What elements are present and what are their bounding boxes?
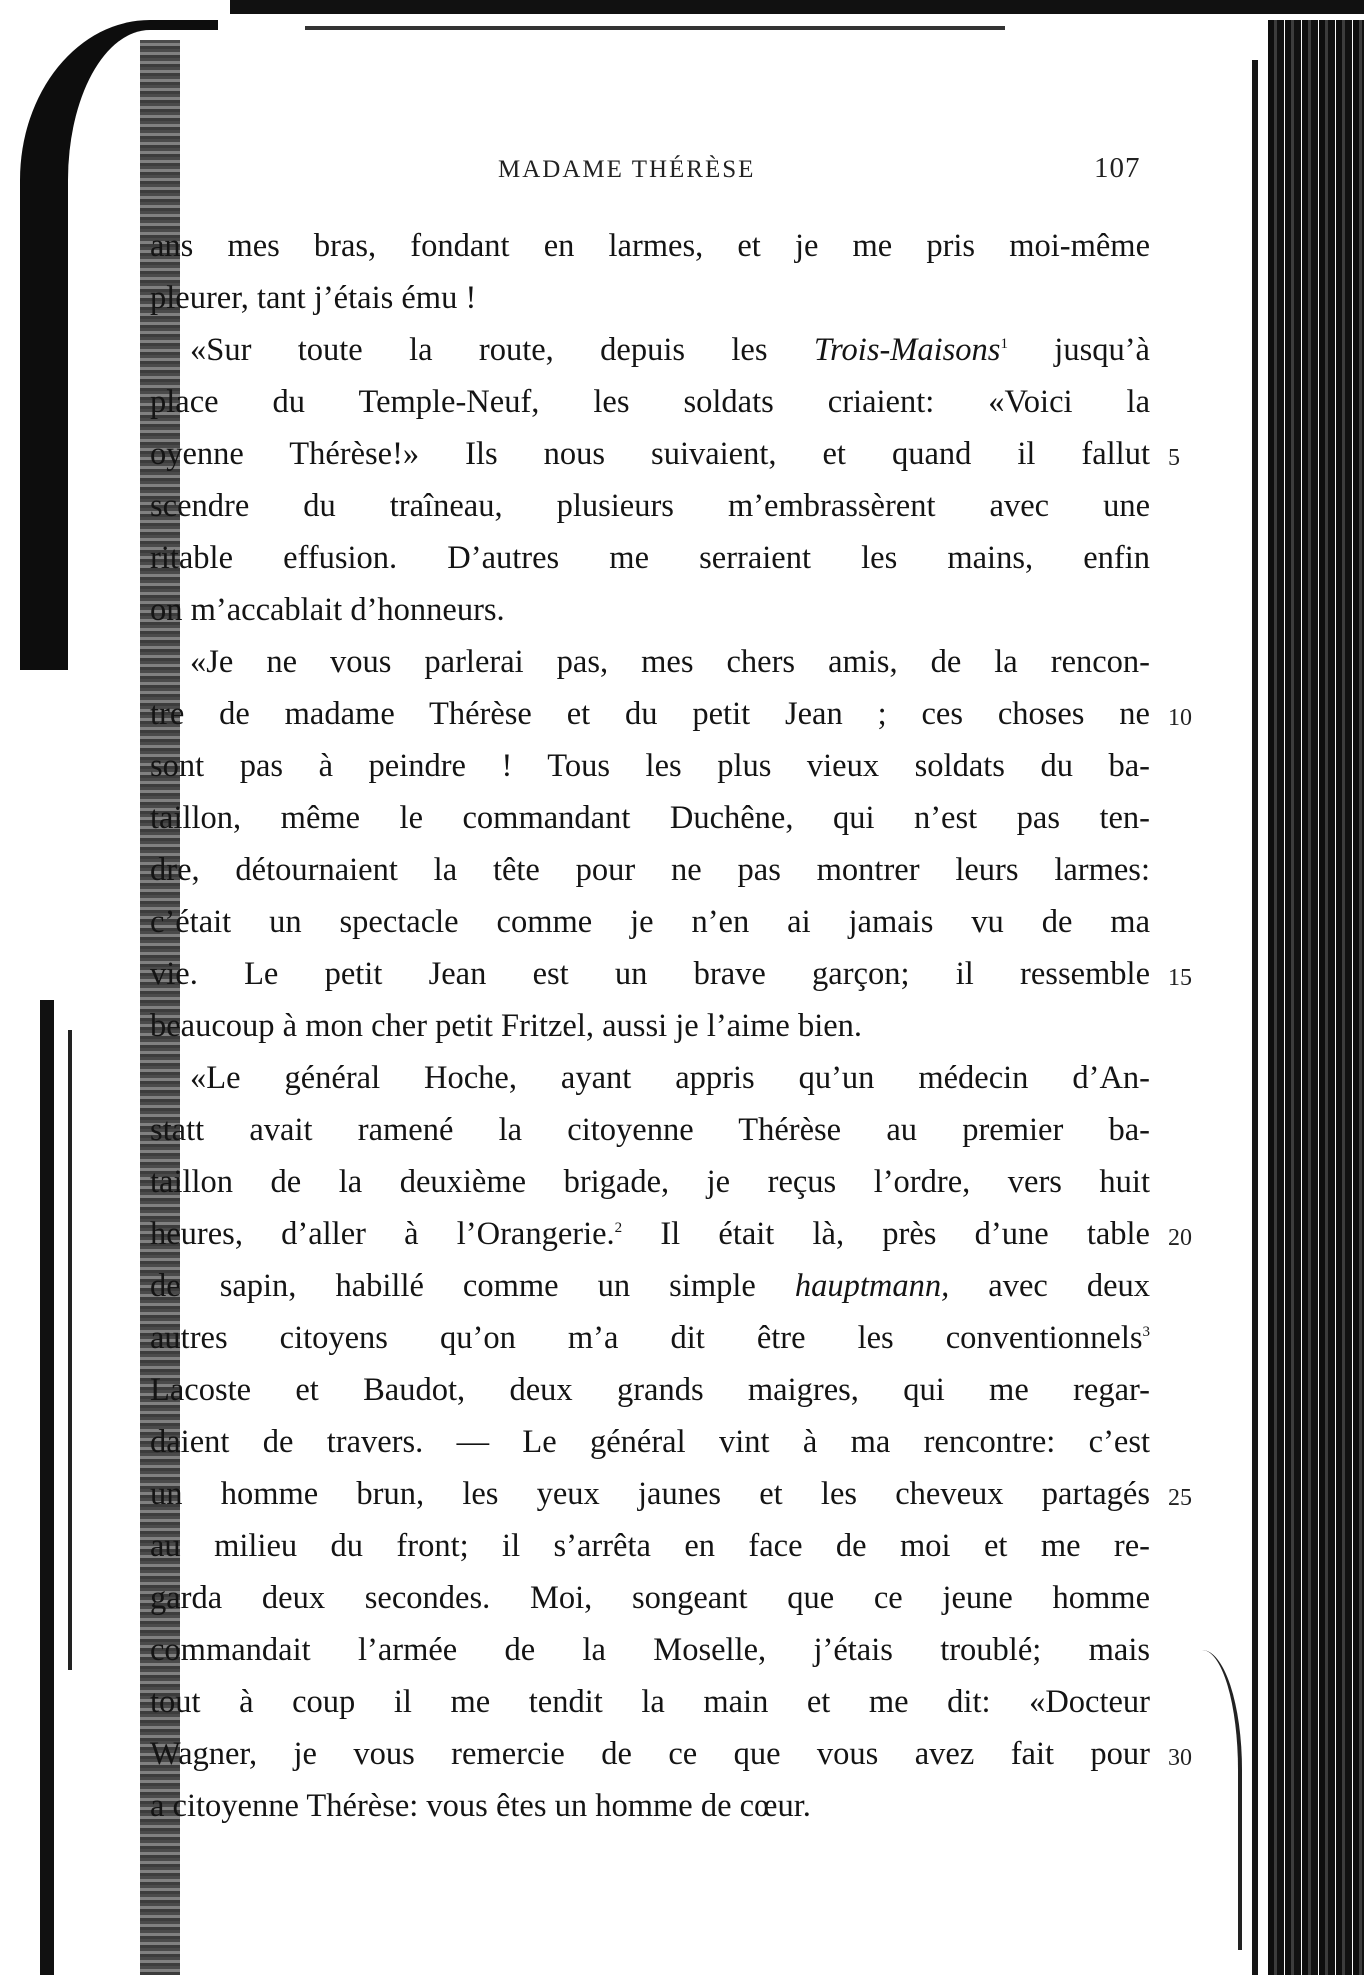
line-content: beaucoup à mon cher petit Fritzel, aussi je l’aime bien. [150,1008,863,1044]
running-head [150,150,1150,190]
line-text [150,1780,1150,1832]
text-line [150,220,1150,272]
line-content: Lacoste et Baudot, deux grands maigres, qui me regar- [150,1372,1150,1408]
line-text [150,1676,1150,1728]
text-line [150,1000,1150,1052]
text-line [150,532,1150,584]
line-content: de sapin, habillé comme un simple [150,1268,795,1304]
italic-term: hauptmann, [794,1268,950,1304]
line-content: on m’accablait d’honneurs. [150,592,505,628]
line-content: Il était là, près d’une table [622,1216,1150,1252]
text-line [150,324,1150,376]
line-text [150,1312,1150,1364]
text-line [150,376,1150,428]
line-text [150,1208,1150,1260]
text-line [150,1364,1150,1416]
scan-edge-top [230,0,1364,14]
scan-right-page-edges [1268,20,1364,1975]
text-line [150,272,1150,324]
text-line [150,636,1150,688]
line-text [150,1260,1150,1312]
line-content: daient de travers. — Le général vint à ma rencontre: c’est [150,1424,1150,1460]
line-text [150,792,1150,844]
line-content: «Sur toute la route, depuis les [190,332,814,368]
text-line [150,688,1192,740]
line-text [150,480,1150,532]
text-line [150,1052,1150,1104]
footnote-marker: 3 [1142,1324,1150,1341]
line-content: oyenne Thérèse!» Ils nous suivaient, et quand il fallut [150,436,1150,472]
line-text [150,584,1150,636]
text-line [150,1104,1150,1156]
text-line [150,1676,1150,1728]
line-content: statt avait ramené la citoyenne Thérèse au premier ba- [150,1112,1150,1148]
line-content: taillon de la deuxième brigade, je reçus l’ordre, vers huit [150,1164,1150,1200]
text-line [150,1468,1192,1520]
line-text [150,844,1150,896]
line-text [150,896,1150,948]
text-line [150,1312,1150,1364]
line-content: «Le général Hoche, ayant appris qu’un médecin d’An- [190,1060,1150,1096]
scan-left-edge-thin [68,1030,72,1670]
line-content: heures, d’aller à l’Orangerie. [150,1216,615,1252]
line-text [150,272,1150,324]
text-line [150,792,1150,844]
text-line [150,1416,1150,1468]
line-number: 20 [1168,1225,1192,1251]
text-line [150,1208,1192,1260]
line-text [150,740,1150,792]
line-content: garda deux secondes. Moi, songeant que ce jeune homme [150,1580,1150,1616]
line-text [150,1052,1150,1104]
scan-right-curve [1198,1650,1242,1950]
text-line [150,1520,1150,1572]
scan-right-edge-line [1252,60,1258,1975]
italic-term: Trois-Maisons [813,332,1001,368]
text-line [150,948,1192,1000]
line-content: sont pas à peindre ! Tous les plus vieux soldats du ba- [150,748,1150,784]
text-line [150,428,1180,480]
line-content: place du Temple-Neuf, les soldats criaient: «Voici la [150,384,1150,420]
line-content: jusqu’à [1007,332,1150,368]
line-content: un homme brun, les yeux jaunes et les cheveux partagés [150,1476,1150,1512]
line-content: avec deux [949,1268,1150,1304]
line-text [150,324,1150,376]
line-number: 25 [1168,1485,1192,1511]
text-line [150,740,1150,792]
line-text [150,376,1150,428]
line-content: tre de madame Thérèse et du petit Jean ; ces choses ne [150,696,1150,732]
line-text [150,1416,1150,1468]
footnote-marker: 2 [614,1220,623,1237]
text-line [150,1728,1192,1780]
line-number: 5 [1168,445,1180,471]
line-content: a citoyenne Thérèse: vous êtes un homme de cœur. [150,1788,811,1824]
line-content: tout à coup il me tendit la main et me dit: «Docteur [150,1684,1150,1720]
line-content: taillon, même le commandant Duchêne, qui n’est pas ten- [150,800,1150,836]
line-content: «Je ne vous parlerai pas, mes chers amis, de la rencon- [190,644,1150,680]
line-text [150,688,1150,740]
line-text [150,532,1150,584]
line-content: commandait l’armée de la Moselle, j’étais troublé; mais [150,1632,1150,1668]
line-content: c’était un spectacle comme je n’en ai jamais vu de ma [150,904,1150,940]
text-line [150,1624,1150,1676]
line-content: au milieu du front; il s’arrêta en face de moi et me re- [150,1528,1150,1564]
line-text [150,1468,1150,1520]
line-content: Wagner, je vous remercie de ce que vous avez fait pour [150,1736,1150,1772]
line-text [150,1156,1150,1208]
text-line [150,1780,1150,1832]
line-text [150,1728,1150,1780]
line-content: ans mes bras, fondant en larmes, et je me pris moi-même [150,228,1150,264]
line-content: pleurer, tant j’étais ému ! [150,280,477,316]
line-text [150,1364,1150,1416]
running-title: MADAME THÉRÈSE [498,156,756,183]
scan-left-edge [40,1000,54,1975]
line-content: scendre du traîneau, plusieurs m’embrassèrent avec une [150,488,1150,524]
line-text [150,636,1150,688]
text-line [150,896,1150,948]
text-line [150,1572,1150,1624]
line-content: dre, détournaient la tête pour ne pas montrer leurs larmes: [150,852,1150,888]
text-line [150,480,1150,532]
line-number: 15 [1168,965,1192,991]
line-text [150,1520,1150,1572]
text-line [150,844,1150,896]
line-content: autres citoyens qu’on m’a dit être les conventionnels [150,1320,1143,1356]
text-line [150,584,1150,636]
line-text [150,1572,1150,1624]
footnote-marker: 1 [1000,336,1008,353]
scan-edge-top-thin [305,26,1005,30]
line-text [150,220,1150,272]
line-number: 10 [1168,705,1192,731]
line-number: 30 [1168,1745,1192,1771]
text-line [150,1156,1150,1208]
line-text [150,428,1150,480]
line-text [150,1000,1150,1052]
page-number: 107 [1094,152,1141,184]
line-content: vie. Le petit Jean est un brave garçon; il ressemble [150,956,1150,992]
line-content: ritable effusion. D’autres me serraient les mains, enfin [150,540,1150,576]
body-text [150,220,1192,1832]
text-line [150,1260,1150,1312]
line-text [150,1104,1150,1156]
line-text [150,948,1150,1000]
line-text [150,1624,1150,1676]
